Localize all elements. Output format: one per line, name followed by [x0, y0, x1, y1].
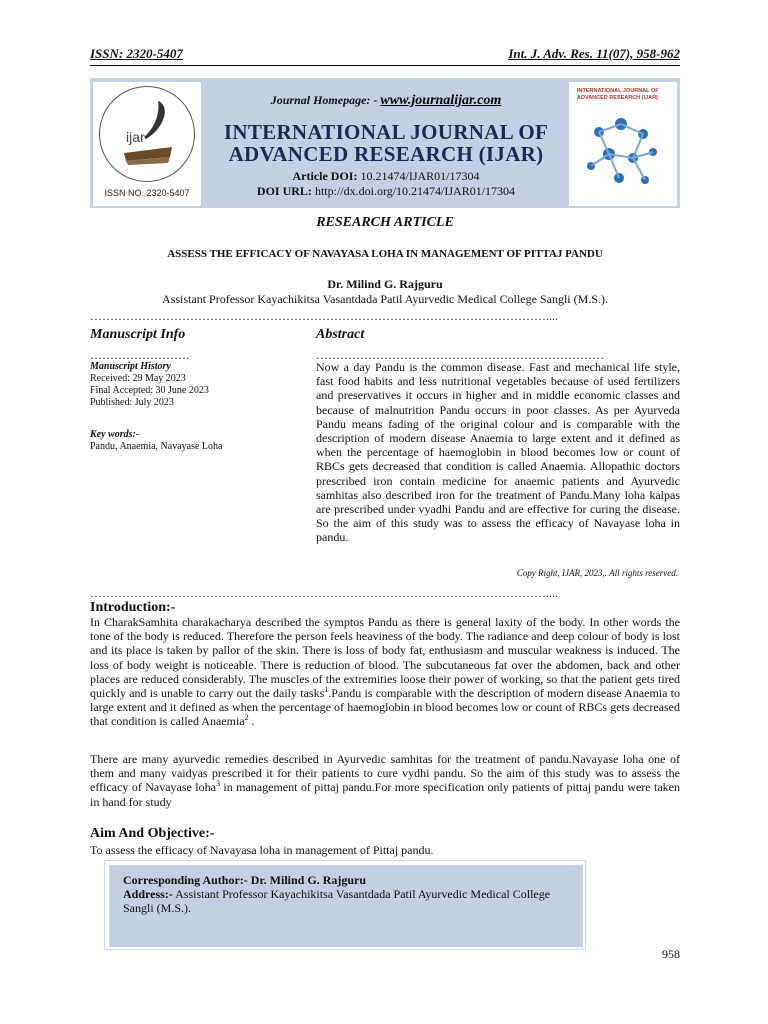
- manuscript-dots: …………………….: [90, 348, 189, 362]
- journal-name-line1: INTERNATIONAL JOURNAL OF: [223, 120, 549, 144]
- aim-text: To assess the efficacy of Navayasa loha in management of Pittaj pandu.: [90, 843, 434, 857]
- intro2-text-a: There are many ayurvedic remedies described in Ayurvedic samhitas for the treatment of pandu.Navayase loha one of them and many vaidyas prescribed it for their patients to cure vydhi pandu. So the aim of this study was to assess the efficacy of Navayase loha: [90, 752, 680, 795]
- intro2-text-b: in management of pittaj pandu.For more specification only patients of pittaj pandu were taken in hand for study: [90, 780, 680, 809]
- reference-3: 3: [215, 779, 220, 789]
- address-text: Assistant Professor Kayachikitsa Vasantdada Patil Ayurvedic Medical College Sangli (M.S.).: [123, 887, 551, 915]
- article-type: RESEARCH ARTICLE: [316, 215, 454, 230]
- author-affiliation: Assistant Professor Kayachikitsa Vasantdada Patil Ayurvedic Medical College Sangli (M.S.).: [162, 292, 608, 306]
- aim-heading: Aim And Objective:-: [90, 826, 215, 841]
- reference-1: 1: [324, 685, 329, 695]
- copyright-notice: Copy Right, IJAR, 2023,. All rights reserved.: [516, 568, 678, 578]
- corresponding-author-text: [123, 873, 577, 915]
- manuscript-info-heading: Manuscript Info: [90, 327, 186, 342]
- doi-label: Article DOI:: [292, 169, 358, 183]
- header-rule: [90, 65, 680, 66]
- intro-text-a: In CharakSamhita charakacharya described the symptos Pandu as there is general laxity of the body. In other words the tone of the body is reduced. Therefore the person feels heaviness of the body. The radiance and deep colour of body is lost and its place is taken by pallor of the skin. There is loss of body fat, enthusiasm and muscular weakness is induced. The loss of body weight is noticeable. There is reduction of blood. The subcutaneous fat over the abdomen, back and other places are reduced considerably. The muscles of the extremities loose their power of working, so that the patient gets tired quickly and is unable to carry out the daily tasks: [90, 615, 680, 701]
- manuscript-info: [90, 361, 300, 453]
- abstract-heading: Abstract: [316, 327, 365, 342]
- citation-text: Int. J. Adv. Res. 11(07), 958-962: [508, 46, 680, 61]
- homepage-link[interactable]: www.journalijar.com: [380, 93, 502, 108]
- abstract-dots: ………………………………………………………………: [316, 348, 604, 362]
- issn-text: ISSN: 2320-5407: [90, 46, 183, 61]
- page-number: 958: [662, 947, 680, 961]
- published-date: Published: July 2023: [90, 397, 174, 408]
- corresponding-author-frame: [104, 860, 586, 950]
- keywords: Pandu, Anaemia, Navayase Loha: [90, 441, 223, 452]
- dotted-separator-bottom: ……………………………………………………………………………………………………....: [90, 587, 558, 599]
- running-header: [90, 46, 680, 66]
- intro-text-b: .Pandu is comparable with the description of modern disease Anaemia to large extent and it defined as when the percentage of haemoglobin in blood becomes low or count of RBCs gets decreased that condition is called Anaemia: [90, 686, 681, 729]
- corresponding-author-label: Corresponding Author:- Dr. Milind G. Rajguru: [123, 873, 367, 887]
- received-date: Received: 29 May 2023: [90, 373, 186, 384]
- dotted-separator-top: ……………………………………………………………………………………………………....: [90, 310, 558, 322]
- intro-text-c: .: [248, 714, 255, 729]
- reference-2: 2: [244, 713, 249, 723]
- journal-name-line2: ADVANCED RESEARCH (IJAR): [228, 142, 544, 166]
- logo-text: ijar: [126, 129, 145, 145]
- keywords-label: Key words:-: [90, 429, 140, 440]
- introduction-heading: Introduction:-: [90, 600, 176, 615]
- introduction-paragraph-1: [90, 615, 680, 729]
- doi-url-link[interactable]: http://dx.doi.org/10.21474/IJAR01/17304: [314, 184, 516, 198]
- journal-banner: [90, 78, 680, 208]
- author-name: Dr. Milind G. Rajguru: [327, 277, 443, 291]
- cover-title: INTERNATIONAL JOURNAL OF ADVANCED RESEARCH (IJAR): [577, 88, 659, 101]
- introduction-paragraph-2: [90, 752, 680, 809]
- abstract-text: Now a day Pandu is the common disease. Fast and mechanical life style, fast food habits and less nutritional vegetables because of used fertilizers and preservatives it occurs in higher and in middle economic classes and because of malnutrition Pandu occurs in poor classes. As per Ayurveda Pandu means fading of the original colour and is comparable with the description of modern disease Anaemia to large extent and it defined as when the percentage of haemoglobin in blood becomes low or count of RBCs gets decreased that condition is called Anaemia. Allopathic doctors prescribed iron contain medicine for anaemic patients and Ayurvedic samhitas also described iron for the treatment of Pandu.Many loha kalpas are prescribed under vyadhi Pandu and are effective for curing the disease. So the aim of this study was to assess the efficacy of Navayase loha in pandu.: [316, 360, 680, 545]
- homepage-label: Journal Homepage: -: [270, 93, 378, 107]
- corresponding-author-box: [104, 860, 586, 950]
- journal-cover: [569, 82, 677, 206]
- manuscript-history-label: Manuscript History: [90, 361, 171, 372]
- accepted-date: Final Accepted: 30 June 2023: [90, 385, 209, 396]
- logo-issn: ISSN NO. 2320-5407: [104, 188, 190, 198]
- molecule-icon: [569, 82, 677, 206]
- address-label: Address:-: [123, 887, 173, 901]
- doi-url-label: DOI URL:: [256, 184, 312, 198]
- corresponding-author-panel: [109, 865, 583, 947]
- paper-title: ASSESS THE EFFICACY OF NAVAYASA LOHA IN MANAGEMENT OF PITTAJ PANDU: [167, 248, 603, 260]
- doi-value: 10.21474/IJAR01/17304: [360, 169, 480, 183]
